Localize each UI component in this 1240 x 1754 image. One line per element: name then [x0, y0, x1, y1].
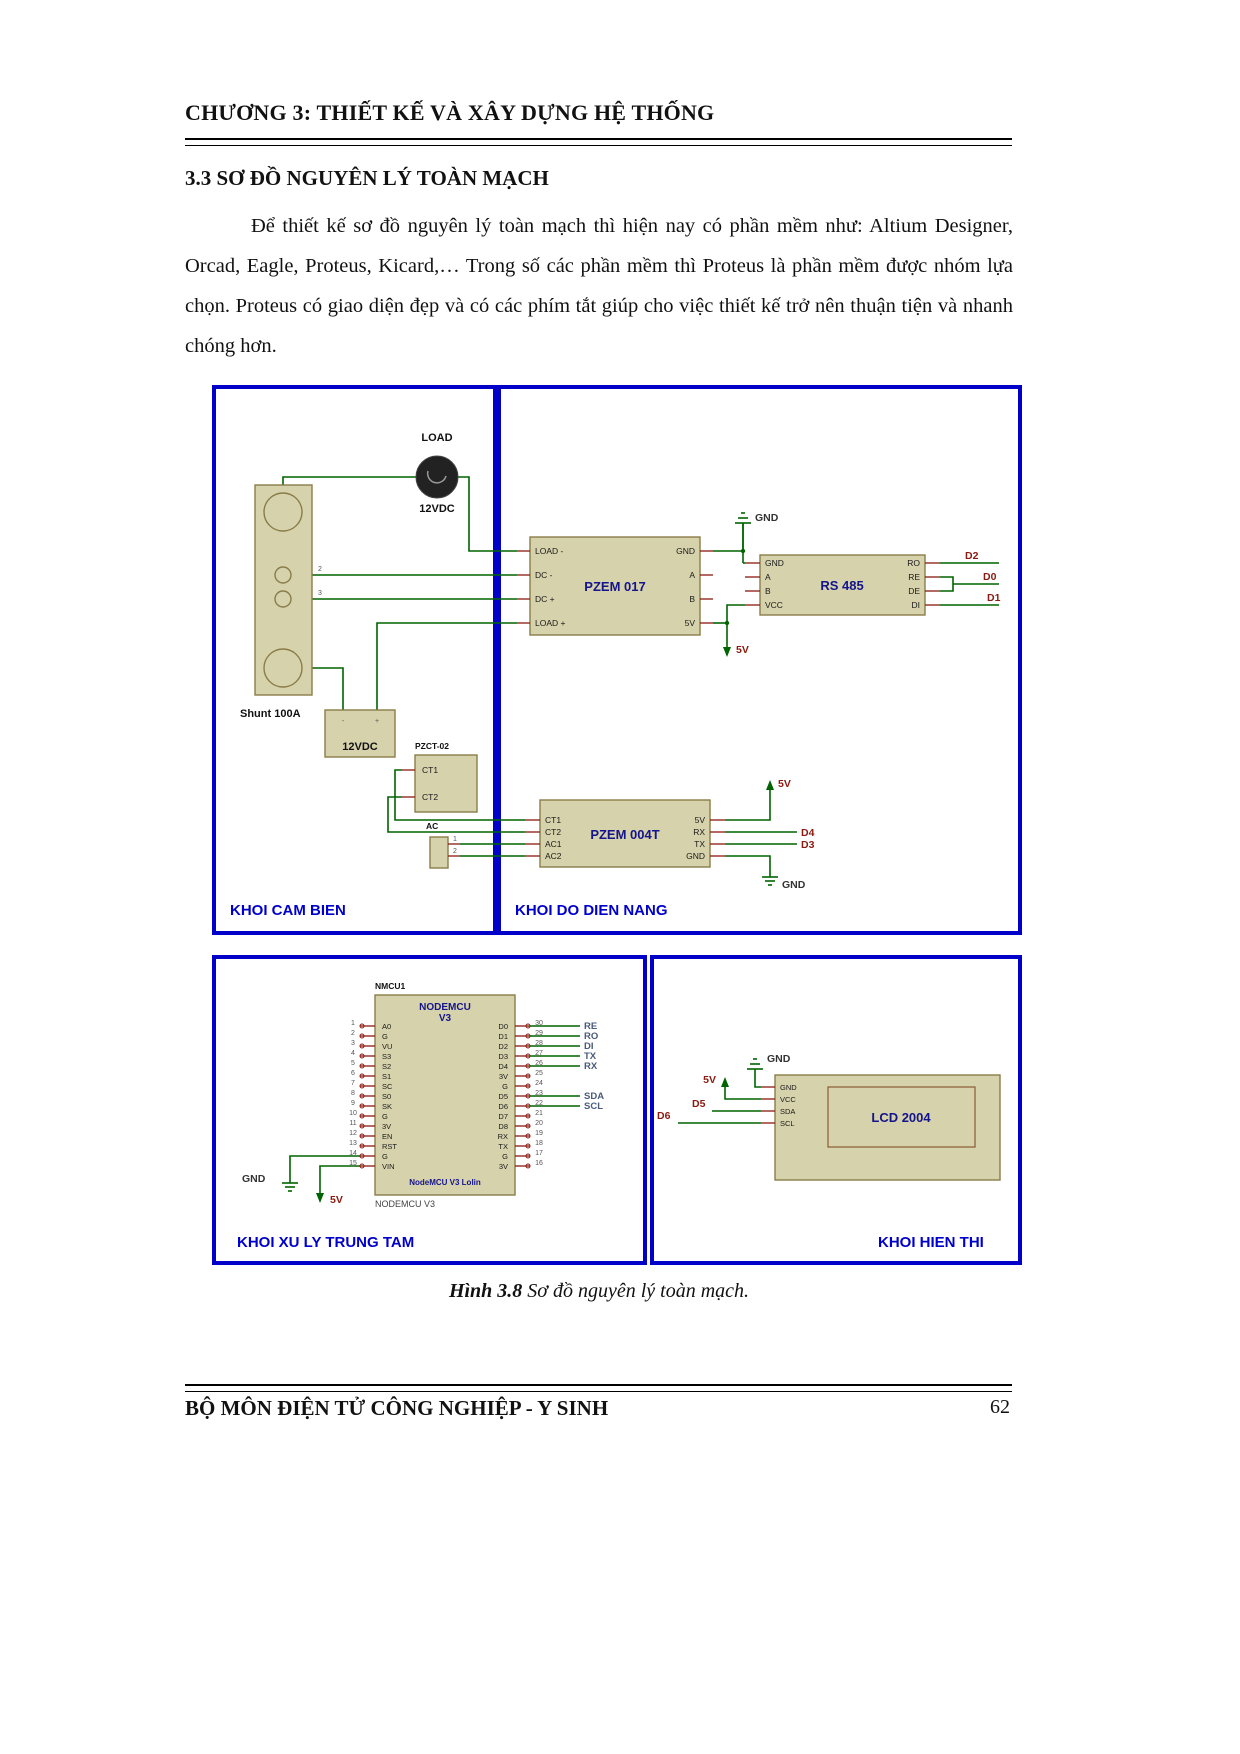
lcd-pin-label: SDA	[780, 1107, 796, 1116]
pzem017-right-pin: A	[689, 570, 695, 580]
nodemcu-left-pin: RST	[382, 1142, 397, 1151]
rs485-left-pin: VCC	[765, 600, 783, 610]
nodemcu-right-numbers	[535, 1020, 543, 1167]
i2c-net-label: SCL	[584, 1101, 603, 1112]
body-paragraph: Để thiết kế sơ đồ nguyên lý toàn mạch thì hiện nay có phần mềm như: Altium Designer, Orcad, Eagle, Proteus, Kicard,… Trong số các phần mềm thì Proteus là phần mềm được nhóm lựa chọn. Proteus có giao diện đẹp và có các phím tắt giúp cho việc thiết kế trở nên thuận tiện và nhanh chóng hơn.	[185, 215, 1013, 357]
sensor-block-title: KHOI CAM BIEN	[230, 902, 346, 919]
ac-label: AC	[426, 821, 439, 831]
net-d6-label: D6	[657, 1110, 671, 1122]
nodemcu-left-pin: SK	[382, 1102, 393, 1111]
nodemcu-right-number: 30	[535, 1020, 543, 1027]
nodemcu-right-pin: 3V	[498, 1072, 508, 1081]
pzem004t-nets	[725, 778, 815, 891]
nodemcu-right-number: 24	[535, 1080, 543, 1087]
footer	[185, 1396, 1012, 1421]
lcd-pin-label: GND	[780, 1083, 797, 1092]
nodemcu-right-pin: D7	[498, 1112, 508, 1121]
rs485-right-pin: RO	[907, 558, 920, 568]
nodemcu-left-pin: G	[382, 1152, 388, 1161]
nodemcu-right-number: 23	[535, 1090, 543, 1097]
nodemcu-bottom-note: NodeMCU V3 Lolin	[409, 1178, 481, 1187]
cpu-v5-label: 5V	[330, 1194, 343, 1206]
sensor-block-panel	[212, 385, 497, 935]
nodemcu-left-pin: G	[382, 1112, 388, 1121]
nodemcu-left-number: 8	[351, 1090, 355, 1097]
nodemcu-right-pin: G	[502, 1082, 508, 1091]
net-d3-label: D3	[801, 839, 815, 851]
lcd-pin-label: VCC	[780, 1095, 796, 1104]
meter-block-title: KHOI DO DIEN NANG	[515, 902, 668, 919]
nodemcu-left-number: 11	[349, 1120, 357, 1127]
bus-net-label: RX	[584, 1061, 598, 1072]
nodemcu-left-pin: EN	[382, 1132, 393, 1141]
header-divider	[185, 138, 1012, 146]
v5-terminal-mid	[713, 605, 749, 657]
nodemcu-title: NODEMCU	[419, 1002, 471, 1013]
nodemcu-right-pin: TX	[498, 1142, 508, 1151]
figure-caption	[185, 1280, 1013, 1303]
nodemcu-right-pin: D1	[498, 1032, 508, 1041]
rs485-component	[745, 555, 940, 615]
pzem017-name: PZEM 017	[584, 579, 646, 594]
nodemcu-left-pin: SC	[382, 1082, 393, 1091]
gnd-top-label: GND	[755, 512, 779, 524]
pzem017-right-pin: B	[689, 594, 695, 604]
load-motor	[416, 432, 458, 515]
rs485-right-pin: DI	[911, 600, 920, 610]
v5-mid-label: 5V	[736, 644, 749, 656]
nodemcu-left-pin: G	[382, 1032, 388, 1041]
nodemcu-left-pin: VU	[382, 1042, 393, 1051]
nodemcu-left-number: 3	[351, 1040, 355, 1047]
motor-icon	[416, 456, 458, 498]
ac-connector	[426, 821, 460, 868]
nodemcu-right-number: 18	[535, 1140, 543, 1147]
pzem017-right-pin: 5V	[684, 618, 695, 628]
nodemcu-left-number: 9	[351, 1100, 355, 1107]
ac-pin-number: 1	[453, 836, 457, 843]
display-block-title: KHOI HIEN THI	[878, 1234, 984, 1251]
nodemcu-right-pin: D5	[498, 1092, 508, 1101]
rs485-right-pin: DE	[908, 586, 920, 596]
page-number: 62	[990, 1396, 1010, 1418]
pzem004t-right-pin: 5V	[694, 815, 705, 825]
lcd2004-component	[761, 1075, 1000, 1180]
net-d0-label: D0	[983, 571, 997, 583]
rs485-left-pin: B	[765, 586, 771, 596]
nodemcu-left-pin: A0	[382, 1022, 392, 1031]
figure-caption-text: Sơ đồ nguyên lý toàn mạch.	[522, 1280, 750, 1302]
display-block-panel	[650, 955, 1022, 1265]
pzem004t-left-pin: CT2	[545, 827, 562, 837]
pzem004t-left-pin: CT1	[545, 815, 562, 825]
cpu-block-title: KHOI XU LY TRUNG TAM	[237, 1234, 415, 1251]
rs485-output-nets	[940, 550, 1001, 605]
nodemcu-right-number: 20	[535, 1120, 543, 1127]
load-label: LOAD	[421, 432, 453, 444]
pzem017-component	[517, 537, 713, 635]
net-d5-label: D5	[692, 1098, 706, 1110]
nodemcu-left-number: 6	[351, 1070, 355, 1077]
nodemcu-component	[349, 995, 543, 1209]
battery-label: 12VDC	[342, 741, 378, 753]
nodemcu-right-number: 21	[535, 1110, 543, 1117]
net-d1-label: D1	[987, 592, 1001, 604]
nodemcu-left-pin: S1	[382, 1072, 392, 1081]
rs485-left-pin: GND	[765, 558, 784, 568]
pzct-label: PZCT-02	[415, 741, 450, 751]
nodemcu-right-pin: 3V	[498, 1162, 508, 1171]
net-d4-label: D4	[801, 827, 815, 839]
shunt-pin-number: 3	[318, 590, 322, 597]
shunt-pin-numbers	[318, 566, 322, 597]
nodemcu-right-number: 16	[535, 1160, 543, 1167]
nodemcu-subtitle: V3	[438, 1013, 452, 1024]
meter-input-wires	[497, 551, 525, 856]
nodemcu-right-pin: D2	[498, 1042, 508, 1051]
rs485-right-pin: RE	[908, 572, 920, 582]
nodemcu-right-number: 25	[535, 1070, 543, 1077]
nodemcu-left-number: 1	[351, 1020, 355, 1027]
nodemcu-right-pin: RX	[497, 1132, 508, 1141]
battery-plus: +	[374, 718, 380, 725]
nodemcu-ref: NMCU1	[375, 981, 406, 991]
nodemcu-caption: NODEMCU V3	[375, 1199, 436, 1209]
nodemcu-right-pin: D8	[498, 1122, 508, 1131]
nodemcu-right-number: 28	[535, 1040, 543, 1047]
battery-12vdc	[325, 710, 395, 757]
pzem004t-right-pin: RX	[693, 827, 705, 837]
display-gnd-label: GND	[767, 1053, 791, 1065]
nodemcu-left-number: 15	[349, 1160, 357, 1167]
pzem017-left-pin: DC +	[535, 594, 555, 604]
battery-minus: -	[341, 718, 345, 725]
nodemcu-left-pin: 3V	[382, 1122, 392, 1131]
nodemcu-left-number: 2	[351, 1030, 355, 1037]
bus-net-label: TX	[584, 1051, 597, 1062]
pzem004t-name: PZEM 004T	[590, 827, 660, 842]
pzem004t-left-pin: AC1	[545, 839, 562, 849]
ac-pins	[448, 836, 460, 856]
shunt-pin-number: 2	[318, 566, 322, 573]
nodemcu-left-number: 12	[349, 1130, 357, 1137]
display-nets	[657, 1053, 791, 1123]
nodemcu-left-pin: S3	[382, 1052, 392, 1061]
pzem004t-right-pin: GND	[686, 851, 705, 861]
bus-net-label: RO	[584, 1031, 599, 1042]
figure-caption-label: Hình 3.8	[448, 1280, 523, 1302]
nodemcu-left-number: 13	[349, 1140, 357, 1147]
display-v5-label: 5V	[703, 1074, 716, 1086]
meter-block-panel	[497, 385, 1022, 935]
nodemcu-right-number: 17	[535, 1150, 543, 1157]
pzem004t-right-pin: TX	[694, 839, 705, 849]
pzct02-component	[402, 741, 477, 812]
bus-net-label: DI	[584, 1041, 594, 1052]
pzct-pin-label: CT2	[422, 792, 439, 802]
nodemcu-right-number: 27	[535, 1050, 543, 1057]
cpu-gnd-label: GND	[242, 1173, 266, 1185]
pzem017-left-pin: LOAD +	[535, 618, 566, 628]
pzem017-left-pin: LOAD -	[535, 546, 564, 556]
nodemcu-right-pin: D0	[498, 1022, 508, 1031]
gnd-004t-label: GND	[782, 879, 806, 891]
nodemcu-right-number: 29	[535, 1030, 543, 1037]
pzct-pin-label: CT1	[422, 765, 439, 775]
rs485-left-pin: A	[765, 572, 771, 582]
cpu-block-panel	[212, 955, 647, 1265]
bus-net-label: RE	[584, 1021, 598, 1032]
pzem017-right-pin: GND	[676, 546, 695, 556]
nodemcu-right-pin: D3	[498, 1052, 508, 1061]
load-voltage-label: 12VDC	[419, 503, 455, 515]
nodemcu-right-pin: D6	[498, 1102, 508, 1111]
cpu-power-nets	[242, 1156, 360, 1206]
nodemcu-left-number: 10	[349, 1110, 357, 1117]
pzem004t-left-pin: AC2	[545, 851, 562, 861]
v5-004t-label: 5V	[778, 778, 791, 790]
lcd-name: LCD 2004	[871, 1110, 931, 1125]
ac-pin-number: 2	[453, 848, 457, 855]
nodemcu-left-number: 4	[351, 1050, 355, 1057]
footer-department: BỘ MÔN ĐIỆN TỬ CÔNG NGHIỆP - Y SINH	[185, 1396, 609, 1420]
chapter-header: CHƯƠNG 3: THIẾT KẾ VÀ XÂY DỰNG HỆ THỐNG	[185, 100, 715, 125]
nodemcu-left-pin: S2	[382, 1062, 392, 1071]
nodemcu-left-numbers	[349, 1020, 357, 1167]
footer-divider	[185, 1384, 1012, 1392]
nodemcu-left-number: 7	[351, 1080, 355, 1087]
lcd-pin-label: SCL	[780, 1119, 795, 1128]
nodemcu-right-number: 26	[535, 1060, 543, 1067]
nodemcu-right-number: 22	[535, 1100, 543, 1107]
nodemcu-left-pin: S0	[382, 1092, 392, 1101]
net-d2-label: D2	[965, 550, 979, 562]
pzem017-left-pin: DC -	[535, 570, 553, 580]
shunt-component	[240, 485, 322, 720]
shunt-label: Shunt 100A	[240, 708, 301, 720]
nodemcu-right-number: 19	[535, 1130, 543, 1137]
rs485-name: RS 485	[820, 578, 864, 593]
nodemcu-left-number: 5	[351, 1060, 355, 1067]
nodemcu-left-number: 14	[349, 1150, 357, 1157]
i2c-net-label: SDA	[584, 1091, 605, 1102]
section-title: 3.3 SƠ ĐỒ NGUYÊN LÝ TOÀN MẠCH	[185, 166, 549, 190]
pzem004t-component	[525, 800, 725, 867]
nodemcu-left-pin: VIN	[382, 1162, 395, 1171]
nodemcu-right-pin: G	[502, 1152, 508, 1161]
nodemcu-right-pin: D4	[498, 1062, 508, 1071]
